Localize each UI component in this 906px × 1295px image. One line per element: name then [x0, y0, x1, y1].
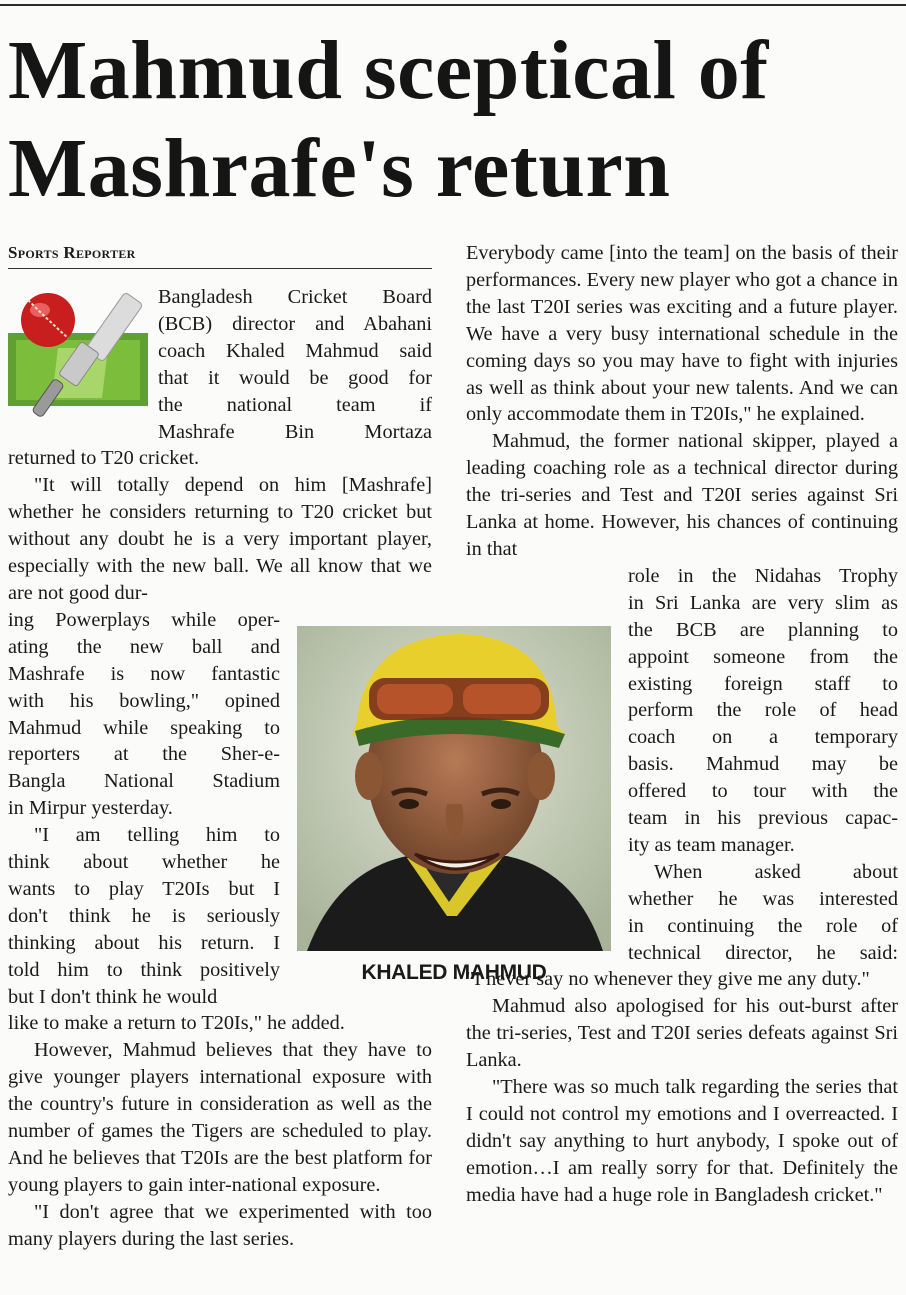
- narrow-line: Mahmud while speaking to: [8, 716, 280, 739]
- byline: Sports Reporter: [8, 243, 136, 262]
- narrow-line: in continuing the role of: [628, 914, 898, 937]
- paragraph: Mahmud, the former national skipper, played a leading coaching role as a technical director during the tri-series and Test and T20I series against Sri Lanka at home. However, his chances of continuing in that: [466, 430, 898, 560]
- paragraph: Mahmud also apologised for his out-burst after the tri-series, Test and T20I series defeats against Sri Lanka.: [466, 995, 898, 1072]
- narrow-line: When asked about: [654, 860, 898, 883]
- headline-line-1: Mahmud sceptical of: [8, 24, 769, 117]
- intro-line: coach Khaled Mahmud said: [158, 339, 432, 362]
- narrow-line: existing foreign staff to: [628, 672, 898, 695]
- narrow-line: appoint someone from the: [628, 645, 898, 668]
- narrow-line: reporters at the Sher-e-: [8, 743, 280, 766]
- intro-line: the national team if: [158, 393, 432, 416]
- narrow-line: team in his previous capac-: [628, 807, 898, 830]
- intro-end: returned to T20 cricket.: [8, 447, 200, 470]
- narrow-line: technical director, he said:: [628, 941, 898, 964]
- byline-divider: [8, 268, 432, 269]
- paragraph: However, Mahmud believes that they have to give younger players international exposure with the country's future in consideration as well as the number of games the Tigers are scheduled to play. And he believes that T20Is are the best platform for young players to gain inter-national exposure.: [8, 1039, 432, 1196]
- narrow-line: Bangla National Stadium: [8, 770, 280, 793]
- narrow-line: don't think he is seriously: [8, 904, 280, 927]
- narrow-line: "I am telling him to: [34, 824, 280, 847]
- narrow-line: ating the new ball and: [8, 635, 280, 658]
- narrow-block-2: [628, 563, 898, 967]
- narrow-line: in Sri Lanka are very slim as: [628, 591, 898, 614]
- narrow-line: but I don't think he would: [8, 985, 218, 1008]
- paragraph: "It will totally depend on him [Mashrafe] whether he considers returning to T20 cricket but without any doubt he is a very important player, especially with the new ball. We all know that we are not good dur-: [8, 474, 432, 604]
- khaled-mahmud-portrait: [297, 626, 611, 951]
- headline: [8, 22, 898, 218]
- paragraph: Everybody came [into the team] on the basis of their performances. Every new player who got a chance in the last T20I series was exciting and a future player. We have a very busy international schedule in the coming days so you may have to fight with injuries as well as think about your new talents. And we can only accommodate them in T20Is," he explained.: [466, 242, 898, 426]
- narrow-line: whether he was interested: [628, 887, 898, 910]
- narrow-line: ity as team manager.: [628, 833, 795, 856]
- narrow-block-1: [8, 607, 280, 1011]
- intro-line: Mashrafe Bin Mortaza: [158, 420, 432, 443]
- paragraph: "I don't agree that we experimented with too many players during the last series.: [8, 1200, 432, 1250]
- narrow-line: wants to play T20Is but I: [8, 877, 280, 900]
- paragraph: "There was so much talk regarding the series that I could not control my emotions and I overreacted. I didn't say anything to hurt anybody, I spoke out of emotion…I am really sorry for that. Definitely the media have had a huge role in Bangladesh cricket.": [466, 1076, 898, 1206]
- narrow-line: in Mirpur yesterday.: [8, 797, 173, 820]
- narrow-line: think about whether he: [8, 851, 280, 874]
- narrow-line: the BCB are planning to: [628, 618, 898, 641]
- narrow-line: told him to think positively: [8, 958, 280, 981]
- narrow-line: offered to tour with the: [628, 780, 898, 803]
- intro-line: (BCB) director and Abahani: [158, 312, 432, 335]
- top-rule: [0, 4, 906, 6]
- narrow-line: ing Powerplays while oper-: [8, 608, 280, 631]
- narrow-line: Mashrafe is now fantastic: [8, 662, 280, 685]
- paragraph-end: "I never say no whenever they give me any duty.": [466, 968, 870, 991]
- narrow-line: coach on a temporary: [628, 726, 898, 749]
- narrow-line: thinking about his return. I: [8, 931, 280, 954]
- narrow-line: perform the role of head: [628, 699, 898, 722]
- narrow-line: basis. Mahmud may be: [628, 753, 898, 776]
- paragraph-end: like to make a return to T20Is," he added.: [8, 1012, 345, 1035]
- intro-line: Bangladesh Cricket Board: [158, 286, 432, 308]
- photo-caption: KHALED MAHMUD: [361, 961, 547, 984]
- headline-line-2: Mashrafe's return: [8, 122, 671, 215]
- intro-wrap: [8, 284, 432, 445]
- narrow-line: role in the Nidahas Trophy: [628, 564, 898, 587]
- narrow-line: with his bowling," opined: [8, 689, 280, 712]
- intro-line: that it would be good for: [158, 366, 432, 389]
